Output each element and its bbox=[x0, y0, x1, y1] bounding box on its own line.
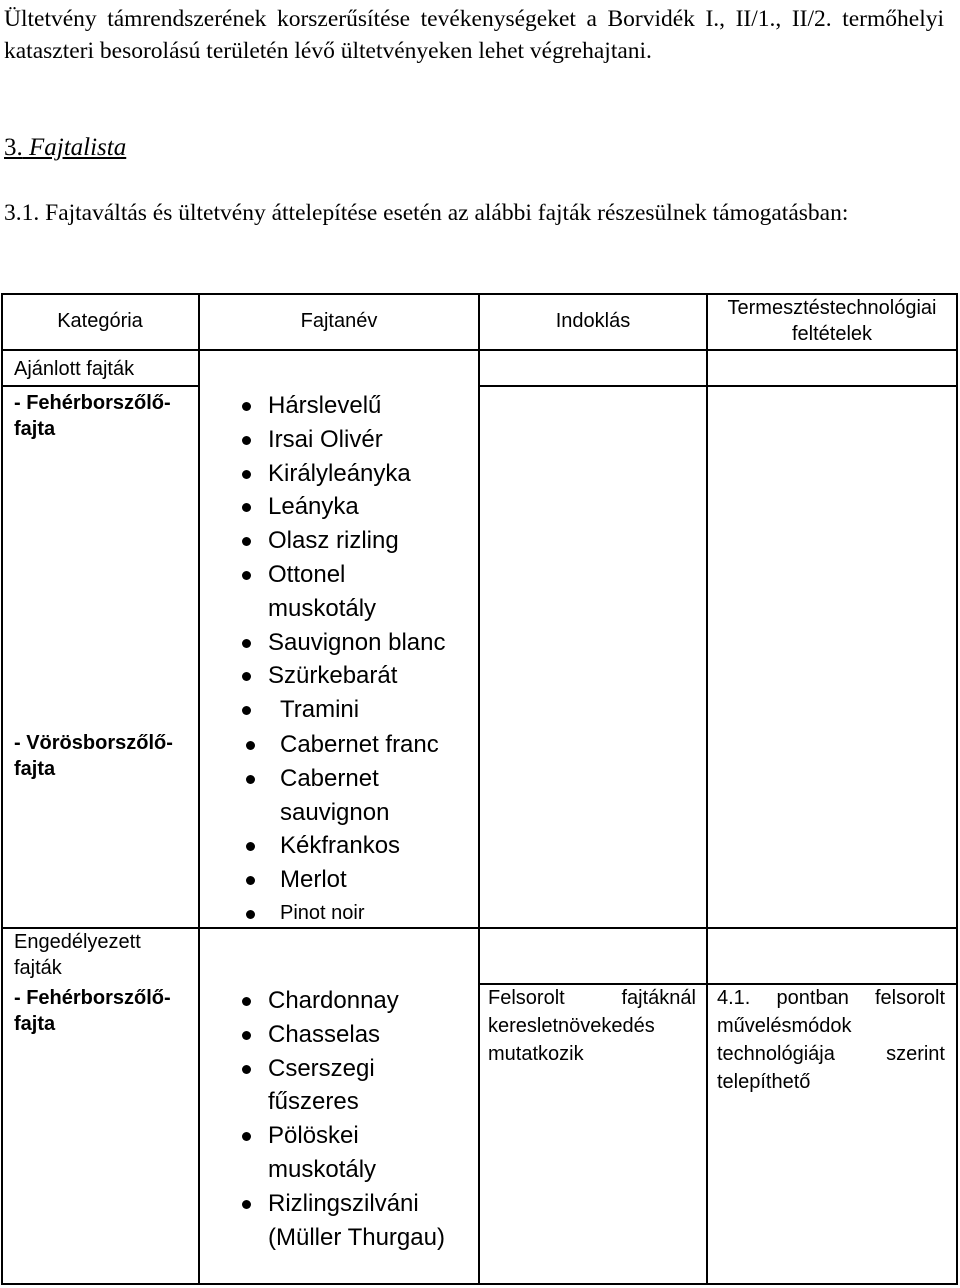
list-item: Pinot noir bbox=[238, 897, 474, 931]
technology-text: 4.1. pontban felsorolt művelésmódok technológiája szerint telepíthető bbox=[717, 987, 945, 1093]
category-white-recommended: - Fehérborszőlő-fajta bbox=[14, 392, 171, 440]
list-item: Rizlingszilváni (Müller Thurgau) bbox=[238, 1187, 448, 1255]
red-recommended-list bbox=[238, 728, 474, 931]
header-variety-name: Fajtanév bbox=[300, 310, 378, 332]
subsection-paragraph: 3.1. Fajtaváltás és ültetvény áttelepítése esetén az alábbi fajták részesülnek támogatásban: bbox=[4, 200, 849, 226]
justification-text: Felsorolt fajtáknál keresletnövekedés mutatkozik bbox=[488, 987, 696, 1065]
intro-paragraph: Ültetvény támrendszerének korszerűsítése tevékenységeket a Borvidék I., II/1., II/2. termőhelyi kataszteri besorolású területén lévő ültetvényeken lehet végrehajtani. bbox=[4, 6, 944, 64]
category-permitted: Engedélyezett fajták bbox=[14, 931, 141, 979]
list-item: Hárslevelű bbox=[238, 389, 474, 423]
table-rule bbox=[1, 385, 199, 387]
section-heading bbox=[4, 134, 126, 162]
table-rule bbox=[478, 385, 958, 387]
list-item: Tramini bbox=[238, 693, 474, 727]
white-permitted-list bbox=[238, 984, 474, 1254]
header-justification: Indoklás bbox=[555, 310, 631, 332]
table-rule bbox=[1, 293, 3, 1285]
list-item: Sauvignon blanc bbox=[238, 626, 474, 660]
category-red-recommended: - Vörösborszőlő-fajta bbox=[14, 732, 173, 780]
list-item: Kékfrankos bbox=[238, 829, 474, 863]
list-item: Chardonnay bbox=[238, 984, 474, 1018]
list-item: Merlot bbox=[238, 863, 474, 897]
table-rule bbox=[478, 293, 480, 1285]
category-white-permitted: - Fehérborszőlő-fajta bbox=[14, 987, 171, 1035]
category-recommended: Ajánlott fajták bbox=[14, 358, 135, 380]
list-item: Cabernet sauvignon bbox=[238, 762, 420, 830]
table-rule bbox=[1, 349, 958, 351]
section-title: Fajtalista bbox=[29, 134, 127, 161]
table-rule bbox=[956, 293, 958, 1285]
list-item: Chasselas bbox=[238, 1018, 474, 1052]
header-technology: Termesztéstechnológiai feltételek bbox=[727, 297, 937, 345]
list-item: Szürkebarát bbox=[238, 659, 474, 693]
list-item: Cabernet franc bbox=[238, 728, 474, 762]
list-item: Olasz rizling bbox=[238, 524, 474, 558]
section-number: 3. bbox=[4, 134, 23, 161]
white-recommended-list bbox=[238, 389, 474, 727]
list-item: Pölöskei muskotály bbox=[238, 1119, 408, 1187]
header-category: Kategória bbox=[57, 310, 143, 332]
table-rule bbox=[706, 293, 708, 1285]
list-item: Leányka bbox=[238, 490, 474, 524]
list-item: Cserszegi fűszeres bbox=[238, 1052, 398, 1120]
table-rule bbox=[198, 293, 200, 1285]
list-item: Irsai Olivér bbox=[238, 423, 474, 457]
list-item: Királyleányka bbox=[238, 457, 474, 491]
table-rule bbox=[1, 1283, 958, 1285]
list-item: Ottonel muskotály bbox=[238, 558, 408, 626]
